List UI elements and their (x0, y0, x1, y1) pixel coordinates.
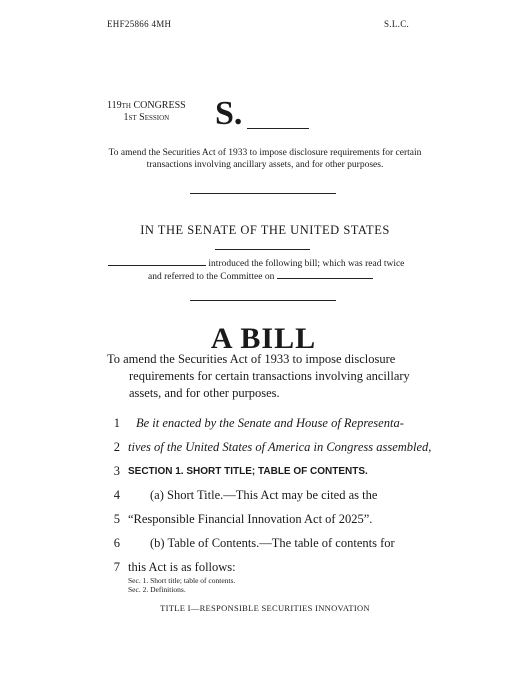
intro-line-1: introduced the following bill; which was read twice (208, 259, 405, 269)
short-title-text: (a) Short Title.—This Act may be cited as the (150, 488, 378, 502)
long-title-line-2: requirements for certain transactions involving ancillary (129, 369, 410, 383)
long-title-line-1: To amend the Securities Act of 1933 to impose disclosure (107, 352, 396, 366)
purpose-text: To amend the Securities Act of 1933 to impose disclosure requirements for certain transactions involving ancillary assets, and for other purposes. (108, 148, 422, 170)
line-number: 6 (113, 536, 120, 550)
title-heading: TITLE I—RESPONSIBLE SECURITIES INNOVATION (160, 603, 370, 613)
section-heading: SECTION 1. SHORT TITLE; TABLE OF CONTENTS. (128, 466, 368, 477)
enacting-clause: Be it enacted by the Senate and House of Representa- (136, 416, 404, 430)
long-title-line-3: assets, and for other purposes. (129, 386, 280, 400)
document-id: EHF25866 4MH (107, 19, 172, 29)
long-title (107, 351, 425, 402)
line-number: 3 (113, 464, 120, 478)
table-of-contents-text: (b) Table of Contents.—The table of contents for (150, 536, 395, 550)
toc-entry: Sec. 2. Definitions. (128, 585, 186, 594)
session-block (107, 100, 186, 124)
toc-entry: Sec. 1. Short title; table of contents. (128, 576, 236, 585)
a-bill-heading: A BILL (210, 322, 317, 355)
line-number: 7 (113, 560, 120, 574)
line-number: 4 (113, 488, 120, 502)
line-number: 5 (113, 512, 120, 526)
intro-line-2: and referred to the Committee on (148, 272, 275, 282)
session-label: 1st Session (123, 112, 170, 123)
divider-rule (190, 300, 336, 301)
line-number: 2 (113, 440, 120, 454)
bill-number-blank (247, 128, 309, 129)
enacting-clause: tives of the United States of America in Congress assembled, (128, 440, 432, 454)
bill-prefix: S. (215, 95, 243, 132)
divider-rule (190, 193, 336, 194)
congress-label: 119th CONGRESS (107, 100, 186, 111)
committee-blank (277, 270, 373, 279)
introduction-text (108, 257, 420, 283)
name-blank (108, 257, 206, 266)
sponsor-blank (215, 249, 310, 250)
table-of-contents-text: this Act is as follows: (128, 560, 236, 574)
line-number: 1 (113, 416, 120, 430)
act-name: “Responsible Financial Innovation Act of 2025”. (128, 512, 373, 526)
slc-label: S.L.C. (384, 19, 410, 29)
senate-heading: IN THE SENATE OF THE UNITED STATES (140, 223, 390, 237)
